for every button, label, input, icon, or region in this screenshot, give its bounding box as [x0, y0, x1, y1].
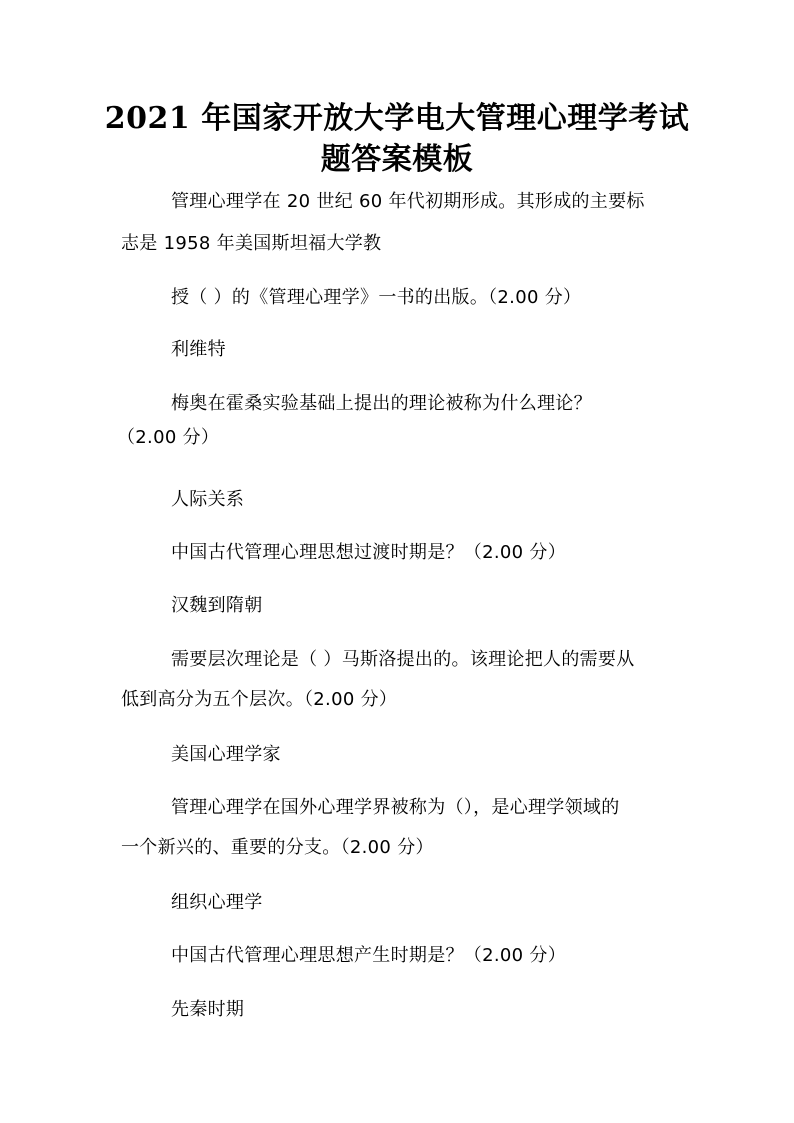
question-2-line-2: （2.00 分）: [117, 427, 220, 448]
title-line-2: 题答案模板: [320, 142, 474, 177]
question-4: [121, 643, 681, 717]
question-6: 中国古代管理心理思想产生时期是？（2.00 分）: [171, 945, 566, 966]
question-4-line-2: 低到高分为五个层次。（2.00 分）: [121, 689, 398, 710]
title-line-1: 2021 年国家开放大学电大管理心理学考试: [104, 101, 690, 136]
question-1-line-1: 管理心理学在 20 世纪 60 年代初期形成。其形成的主要标: [171, 191, 645, 212]
question-1-continuation: 授（ ）的《管理心理学》一书的出版。（2.00 分）: [171, 287, 582, 308]
question-1-line-2: 志是 1958 年美国斯坦福大学教: [121, 233, 382, 254]
answer-6: 先秦时期: [171, 999, 245, 1020]
question-1: [121, 185, 681, 261]
document-title: [100, 98, 694, 180]
question-5-line-1: 管理心理学在国外心理学界被称为（），是心理学领域的: [171, 797, 620, 818]
question-2: [117, 387, 681, 455]
answer-2: 人际关系: [171, 489, 245, 510]
answer-5: 组织心理学: [171, 892, 263, 913]
answer-1: 利维特: [171, 339, 226, 360]
question-2-line-1: 梅奥在霍桑实验基础上提出的理论被称为什么理论？: [171, 393, 592, 414]
answer-3: 汉魏到隋朝: [171, 595, 263, 616]
question-4-line-1: 需要层次理论是（ ）马斯洛提出的。该理论把人的需要从: [171, 649, 635, 670]
question-5-line-2: 一个新兴的、重要的分支。（2.00 分）: [121, 837, 434, 858]
question-5: [121, 791, 681, 865]
answer-4: 美国心理学家: [171, 744, 281, 765]
question-3: 中国古代管理心理思想过渡时期是？（2.00 分）: [171, 542, 566, 563]
